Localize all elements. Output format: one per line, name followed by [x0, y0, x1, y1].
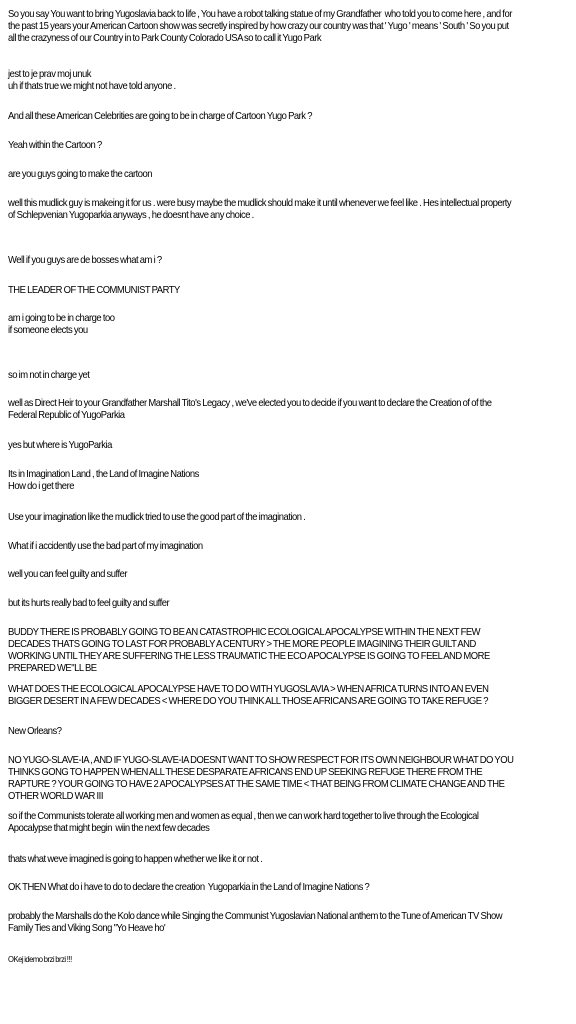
- paragraph: are you guys going to make the cartoon: [8, 168, 153, 180]
- paragraph: WHAT DOES THE ECOLOGICAL APOCALYPSE HAVE TO DO WITH YUGOSLAVIA > WHEN AFRICA TURNS INTO AN EVEN BIGGER DESERT IN A FEW DECADES < WHERE DO YOU THINK ALL THOSE AFRICANS ARE GOING TO TAKE REFUGE ?: [8, 683, 491, 707]
- paragraph: New Orleans?: [8, 725, 62, 737]
- paragraph: Yeah within the Cartoon ?: [8, 139, 102, 151]
- paragraph: well you can feel guilty and suffer: [8, 568, 128, 580]
- paragraph: well this mudlick guy is makeing it for us . were busy maybe the mudlick should make it until whenever we feel like . Hes intellectual property of Schlepvenian Yugoparkia anyways , he doesnt have any choice .: [8, 197, 513, 221]
- paragraph: jest to je prav moj unuk uh if thats true we might not have told anyone .: [8, 68, 176, 92]
- paragraph: so if the Communists tolerate all working men and women as equal , then we can work hard together to live through the Ecological Apocalypse that might begin wiin the next few decades: [8, 810, 480, 834]
- paragraph: probably the Marshalls do the Kolo dance while Singing the Communist Yugoslavian National anthem to the Tune of American TV Show Family Ties and Viking Song "Yo Heave ho': [8, 910, 504, 934]
- paragraph: yes but where is YugoParkia: [8, 439, 112, 451]
- paragraph: but its hurts really bad to feel guilty and suffer: [8, 597, 170, 609]
- paragraph: BUDDY THERE IS PROBABLY GOING TO BE AN CATASTROPHIC ECOLOGICAL APOCALYPSE WITHIN THE NEXT FEW DECADES THATS GOING TO LAST FOR PROBABLY A CENTURY > THE MORE PEOPLE IMAGINING THEIR GUILT AND WORKING UNTIL THEY ARE SUFFERING THE LESS TRAUMATIC THE ECO APOCALYPSE IS GOING TO FEEL AND MORE PREPARED WE"LL BE: [8, 626, 492, 674]
- paragraph: so im not in charge yet: [8, 369, 90, 381]
- paragraph: THE LEADER OF THE COMMUNIST PARTY: [8, 284, 180, 296]
- paragraph: thats what weve imagined is going to happen whether we like it or not .: [8, 853, 263, 865]
- paragraph: OKej idemo brzi brzi !!!: [8, 954, 72, 964]
- paragraph: And all these American Celebrities are going to be in charge of Cartoon Yugo Park ?: [8, 110, 312, 122]
- paragraph: Its in Imagination Land , the Land of Imagine Nations How do i get there: [8, 468, 199, 492]
- paragraph: Use your imagination like the mudlick tried to use the good part of the imagination .: [8, 511, 306, 523]
- paragraph: OK THEN What do i have to do to declare the creation Yugoparkia in the Land of Imagine Nations ?: [8, 881, 370, 893]
- paragraph: Well if you guys are de bosses what am i ?: [8, 254, 162, 266]
- paragraph: What if i accidently use the bad part of my imagination: [8, 540, 203, 552]
- paragraph: am i going to be in charge too if someone elects you: [8, 312, 115, 336]
- paragraph: well as Direct Heir to your Grandfather Marshall Tito's Legacy , we've elected you to decide if you want to declare the Creation of of the Federal Republic of YugoParkia: [8, 397, 494, 421]
- paragraph: So you say You want to bring Yugoslavia back to life , You have a robot talking statue of my Grandfather who told you to come here , and for the past 15 years your American Cartoon show was secretly inspired by how crazy our country was that ' Yugo ' means ' South ' So you put all the crazyness of our Country in to Park County Colorado USA so to call it Yugo Park: [8, 8, 514, 44]
- paragraph: NO YUGO-SLAVE-IA , AND IF YUGO-SLAVE-IA DOESNT WANT TO SHOW RESPECT FOR ITS OWN NEIGHBOUR WHAT DO YOU THINKS GONG TO HAPPEN WHEN ALL THESE DESPARATE AFRICANS END UP SEEKING REFUGE THERE FROM THE RAPTURE ? YOUR GOING TO HAVE 2 APOCALYPSES AT THE SAME TIME < THAT BEING FROM CLIMATE CHANGE AND THE OTHER WORLD WAR III: [8, 754, 515, 802]
